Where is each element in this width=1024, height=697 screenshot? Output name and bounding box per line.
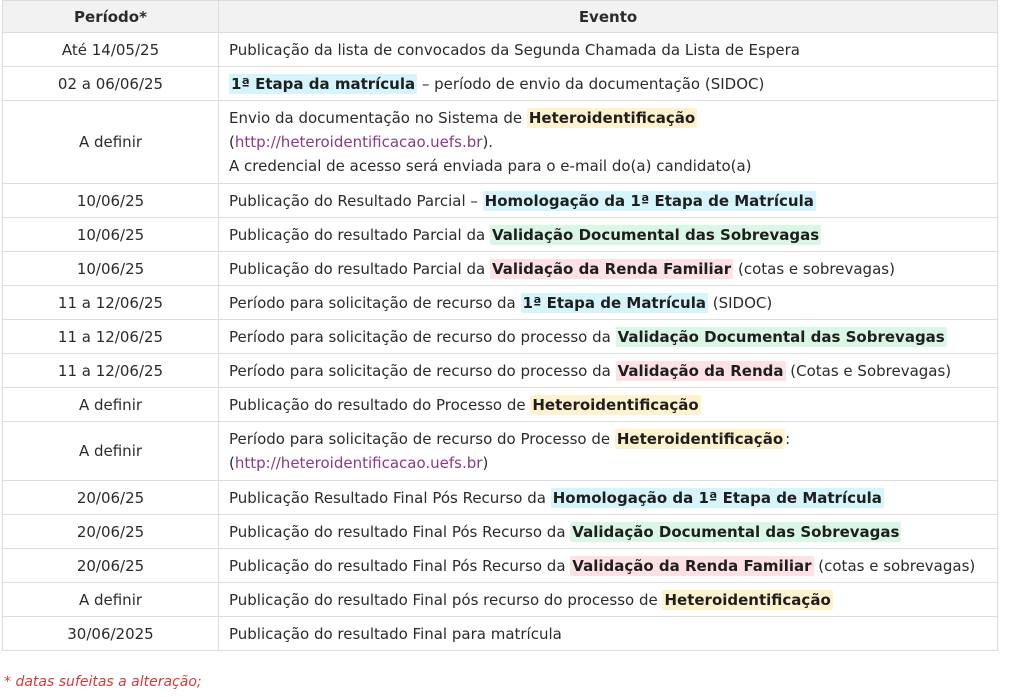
highlight-label: Validação da Renda Familiar [572,556,812,575]
highlight-label: Homologação da 1ª Etapa de Matrícula [552,488,882,507]
event-text: Publicação do resultado Final pós recurso do processo de [229,590,663,609]
highlight-label: Heteroidentificação [616,430,784,448]
row-period: A definir [3,101,219,184]
row-period: 11 a 12/06/25 [3,286,219,320]
row-period: 11 a 12/06/25 [3,320,219,354]
row-period: 02 a 06/06/25 [3,67,219,101]
table-row [3,101,998,184]
row-period: A definir [3,422,219,481]
highlight-label: Homologação da 1ª Etapa de Matrícula [484,191,814,210]
event-text: Publicação da lista de convocados da Segunda Chamada da Lista de Espera [229,40,800,59]
row-period: A definir [3,583,219,617]
link-heteroidentificacao[interactable]: http://heteroidentificacao.uefs.br [234,454,483,472]
link-heteroidentificacao[interactable]: http://heteroidentificacao.uefs.br [234,133,483,151]
table-row [3,388,998,422]
row-period: 20/06/25 [3,515,219,549]
table-row [3,320,998,354]
row-event [219,354,998,388]
event-text-suffix: (SIDOC) [707,293,773,312]
row-event: Envio da documentação no Sistema de Heteroidentificação (http://heteroidentificacao.uefs.br). A credencial de acesso será enviada para o e-mail do(a) candidato(a) [219,101,998,184]
table-row [3,481,998,515]
row-event [219,549,998,583]
row-event [219,320,998,354]
row-period: 30/06/2025 [3,617,219,651]
schedule-table [2,0,998,651]
row-event [219,481,998,515]
row-period: 10/06/25 [3,252,219,286]
table-row [3,422,998,481]
table-row [3,252,998,286]
table-row [3,286,998,320]
row-event [219,184,998,218]
event-text: Período para solicitação de recurso da [229,293,521,312]
row-period: Até 14/05/25 [3,33,219,67]
highlight-label: Heteroidentificação [528,109,696,127]
event-text-suffix: (cotas e sobrevagas) [733,259,895,278]
highlight-label: Heteroidentificação [532,395,699,414]
row-period: 20/06/25 [3,549,219,583]
row-period: 11 a 12/06/25 [3,354,219,388]
highlight-label: Validação Documental das Sobrevagas [572,522,900,541]
table-row [3,549,998,583]
table-row [3,515,998,549]
row-event [219,67,998,101]
row-event [219,515,998,549]
highlight-label: Validação da Renda [617,361,784,380]
highlight-label: Validação Documental das Sobrevagas [617,327,945,346]
event-text: Publicação Resultado Final Pós Recurso da [229,488,551,507]
event-text: Publicação do resultado Final Pós Recurso da [229,556,571,575]
event-text: Envio da documentação no Sistema de [229,109,527,127]
row-period: 10/06/25 [3,184,219,218]
event-text: Publicação do Resultado Parcial – [229,191,483,210]
event-text: Publicação do resultado Parcial da [229,259,490,278]
row-period: A definir [3,388,219,422]
table-row [3,67,998,101]
row-event: Período para solicitação de recurso do Processo de Heteroidentificação : (http://heteroidentificacao.uefs.br) [219,422,998,481]
event-text-suffix: : [785,430,791,448]
event-text-suffix: (cotas e sobrevagas) [813,556,976,575]
event-text: Período para solicitação de recurso do processo da [229,361,616,380]
table-row [3,184,998,218]
event-text: Publicação do resultado Final Pós Recurso da [229,522,571,541]
row-event [219,286,998,320]
event-text-suffix: – período de envio da documentação (SIDOC) [417,74,765,93]
row-period: 10/06/25 [3,218,219,252]
highlight-label: Validação Documental das Sobrevagas [491,225,820,244]
event-text: Publicação do resultado do Processo de [229,395,531,414]
table-row [3,218,998,252]
event-text-line3: A credencial de acesso será enviada para o e-mail do(a) candidato(a) [229,157,752,175]
row-event [219,252,998,286]
table-row [3,33,998,67]
event-text: Período para solicitação de recurso do processo da [229,327,616,346]
event-text-suffix: (Cotas e Sobrevagas) [785,361,952,380]
row-event [219,583,998,617]
highlight-label: Heteroidentificação [664,590,831,609]
event-text: Publicação do resultado Parcial da [229,225,490,244]
column-header-event: Evento [219,1,998,33]
row-event [219,617,998,651]
row-event [219,33,998,67]
event-text: Publicação do resultado Final para matrícula [229,624,562,643]
table-row [3,617,998,651]
row-event [219,218,998,252]
event-text: Período para solicitação de recurso do Processo de [229,430,615,448]
highlight-label: 1ª Etapa de Matrícula [522,293,706,312]
table-header-row [3,1,998,33]
table-row [3,354,998,388]
row-event [219,388,998,422]
table-row [3,583,998,617]
row-period: 20/06/25 [3,481,219,515]
dates-disclaimer-note: * datas sufeitas a alteração; [4,674,202,690]
column-header-period: Período* [3,1,219,33]
highlight-label: 1ª Etapa da matrícula [231,74,416,93]
highlight-label: Validação da Renda Familiar [491,259,732,278]
